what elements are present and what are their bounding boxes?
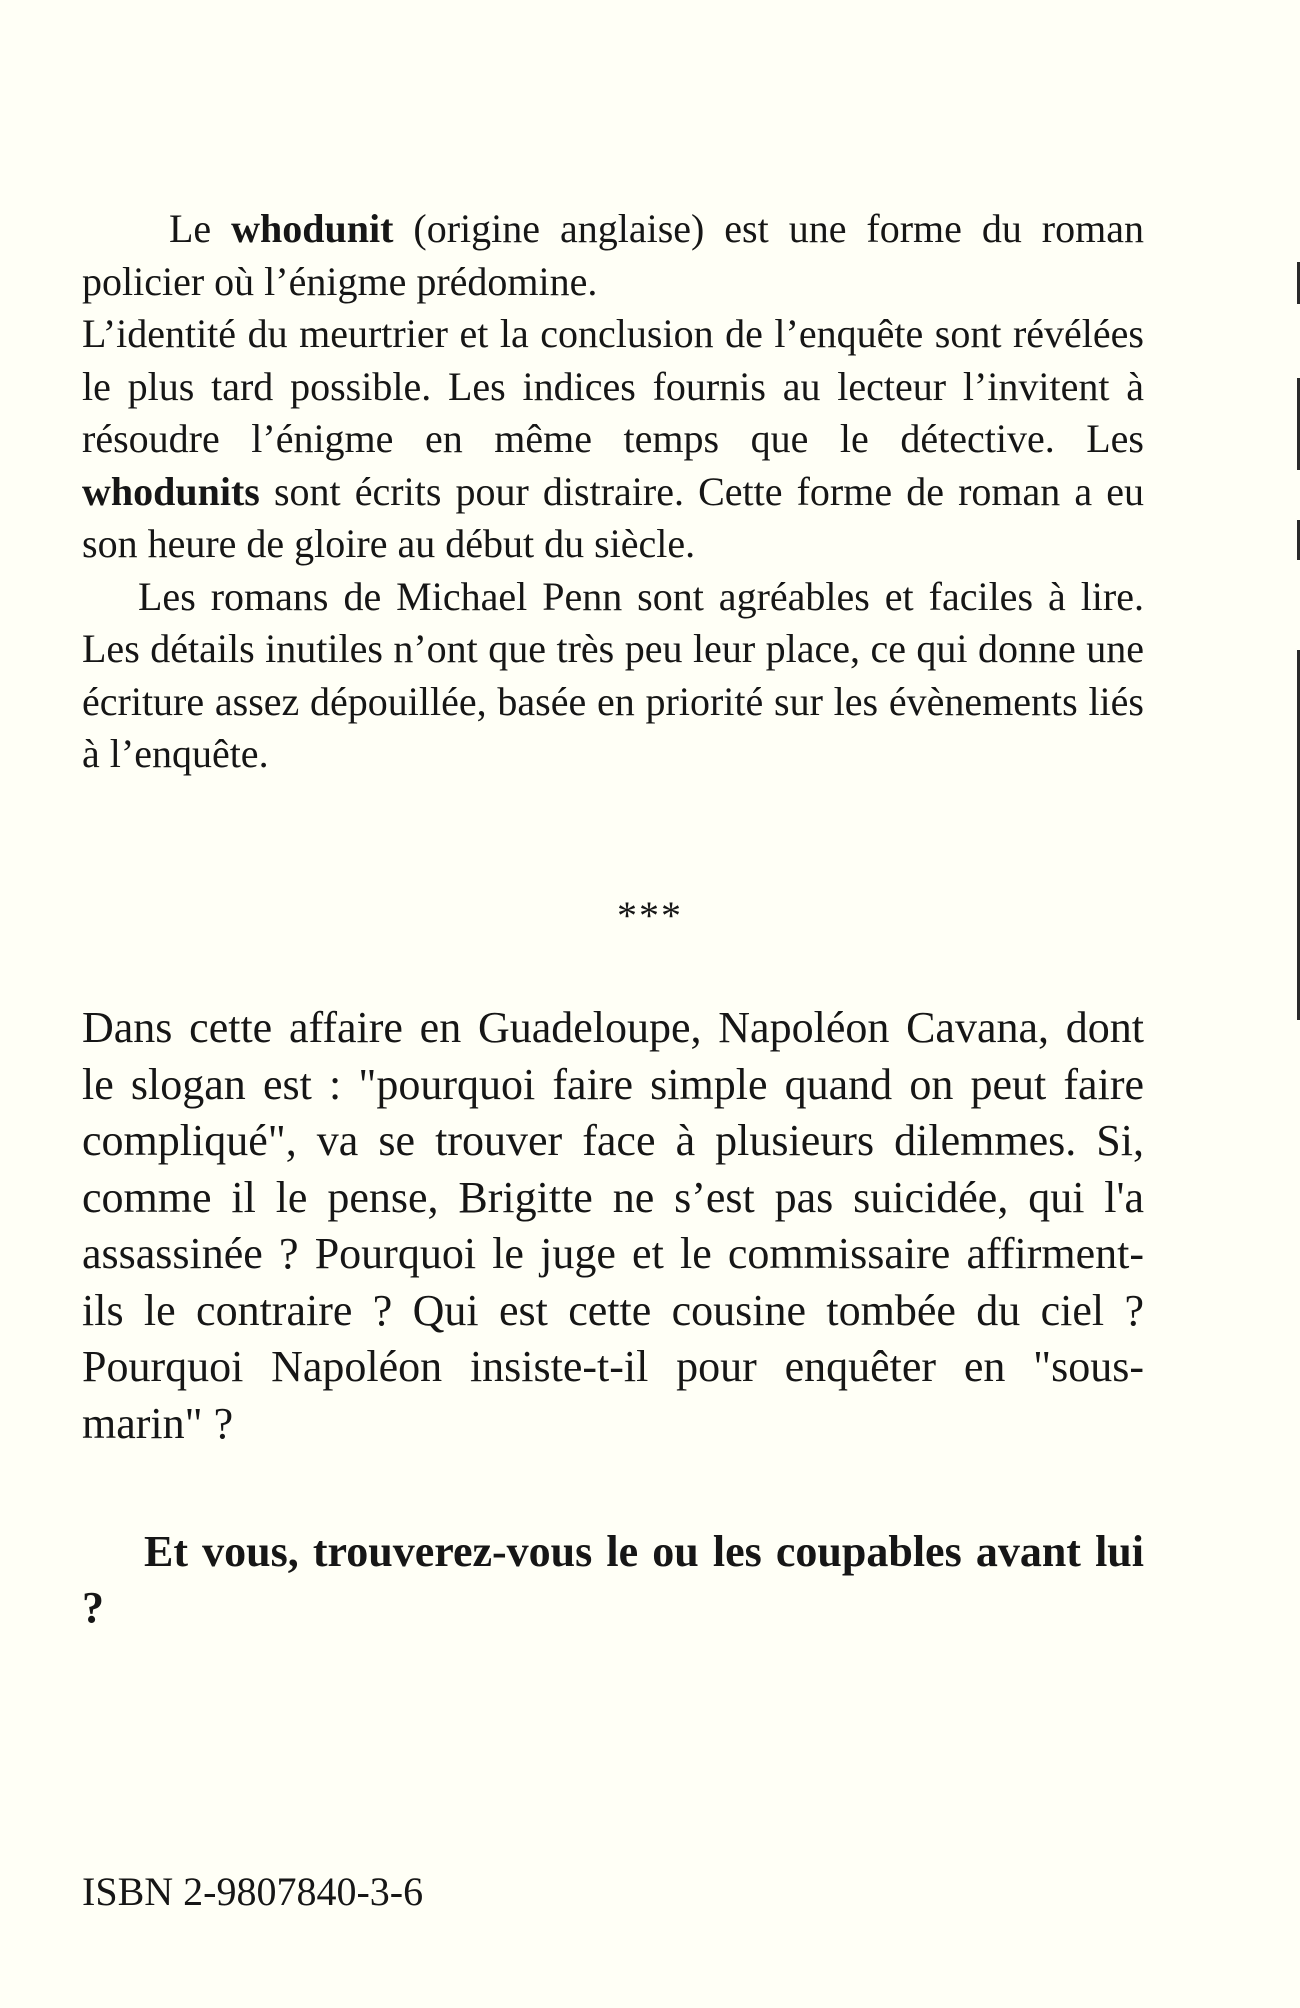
whodunit-term: whodunit — [231, 206, 394, 251]
intro-prefix: Le — [169, 206, 232, 251]
closing-question — [82, 1524, 1144, 1636]
synopsis-section — [82, 1000, 1144, 1452]
intro-paragraph-whodunit — [82, 203, 1144, 308]
synopsis-paragraph: Dans cette affaire en Guadeloupe, Napoléon Cavana, dont le slogan est : "pourquoi faire simple quand on peut faire compliqué", va se trouver face à plusieurs dilemmes. Si, comme il le pense, Brigitte ne s’est pas suicidée, qui l'a assassinée ? Pourquoi le juge et le commissaire affirment-ils le contraire ? Qui est cette cousine tombée du ciel ? Pourquoi Napoléon insiste-t-il pour enquêter en "sous-marin" ? — [82, 1003, 1144, 1448]
isbn-number: ISBN 2-9807840-3-6 — [82, 1869, 424, 1914]
whodunits-term: whodunits — [82, 468, 260, 514]
section-separator: *** — [617, 893, 683, 938]
intro-section — [82, 203, 1144, 781]
closing-question-text: Et vous, trouverez-vous le ou les coupables avant lui ? — [82, 1527, 1144, 1632]
identity-text-before: L’identité du meurtrier et la conclusion de l’enquête sont révélées le plus tard possible. Les indices fournis au lecteur l’invitent à résoudre l’énigme en même temps que le détective. Les — [82, 311, 1144, 461]
identity-text-after: sont écrits pour distraire. Cette forme de roman a eu son heure de gloire au début du siècle. — [82, 468, 1144, 566]
intro-definition: (origine anglaise) est une forme du roman policier où l’énigme prédomine. — [82, 206, 1144, 304]
intro-paragraph-identity — [82, 308, 1144, 571]
intro-paragraph-author: Les romans de Michael Penn sont agréables et faciles à lire. Les détails inutiles n’ont que très peu leur place, ce qui donne une écriture assez dépouillée, basée en priorité sur les évènements liés à l’enquête. — [82, 573, 1144, 776]
